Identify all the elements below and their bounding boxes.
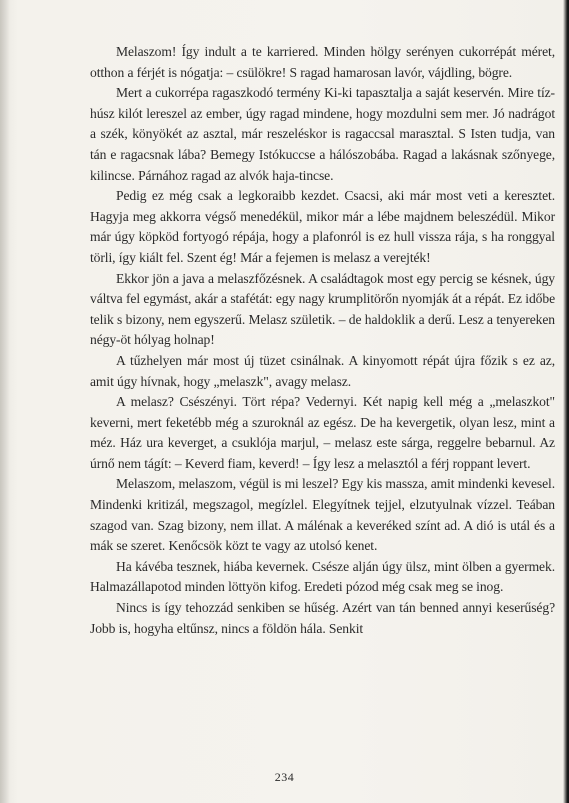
paragraph: A melasz? Csészényi. Tört répa? Vedernyi. Két napig kell még a „melaszkot" keverni, mert feketébb még a szuroknál az egész. De ha kevergetik, olyan lesz, mint a méz. Ház ura keverget, a csuklója marjul, – melasz este sárga, reggelre bebarnul. Az úrnő nem tágít: – Keverd fiam, keverd! – Így lesz a melasztól a férj roppant levert. [90, 394, 555, 471]
paragraph: Mert a cukorrépa ragaszkodó termény Ki-ki tapasztalja a saját keservén. Mire tíz-húsz kilót lereszel az ember, úgy ragad mindene, hogy mozdulni sem mer. Jó nadrágot a szék, könyökét az asztal, már reszeléskor is ragaccsal marasztal. S Isten tudja, van tán e ragacsnak lába? Bemegy Istókuccse a hálószobába. Ragad a lakásnak szőnyege, kilincse. Párnához ragad az alvók haja-tincse. [90, 85, 555, 183]
paragraph: Nincs is így tehozzád senkiben se hűség. Azért van tán benned annyi keserűség? Jobb is, hogyha eltűnsz, nincs a földön hála. Senkit [90, 600, 555, 636]
body-text [90, 42, 555, 639]
page-number: 234 [274, 770, 295, 784]
paragraph: Melaszom! Így indult a te karriered. Minden hölgy serényen cukorrépát méret, otthon a férjét is nógatja: – csülökre! S ragad hamarosan lavór, vájdling, bögre. [90, 44, 555, 80]
page-edge-shadow [563, 0, 569, 803]
paragraph: Ekkor jön a java a melaszfőzésnek. A családtagok most egy percig se késnek, úgy váltva fel egymást, akár a stafétát: egy nagy krumplitörőn nyomják át a répát. Ez időbe telik s bizony, nem egyszerű. Melasz születik. – de haldoklik a derű. Lesz a tenyereken négy-öt hólyag holnap! [90, 270, 555, 348]
spine-shadow [0, 0, 10, 803]
paragraph: A tűzhelyen már most új tüzet csinálnak. A kinyomott répát újra főzik s ez az, amit úgy hívnak, hogy „melaszk", avagy melasz. [90, 352, 555, 389]
paragraph: Ha kávéba tesznek, hiába kevernek. Csésze alján úgy ülsz, mint ölben a gyermek. Halmazállapotod minden löttyön kifog. Eredeti pózod még csak meg se inog. [90, 558, 555, 595]
paragraph: Melaszom, melaszom, végül is mi leszel? Egy kis massza, amit mindenki kevesel. Mindenki kritizál, megszagol, megízlel. Elegyítnek tejjel, elzutyulnak vízzel. Teában szagod van. Szag bizony, nem illat. A málénak a keveréked színt ad. A dió is utál és a mák se szeret. Kenőcsök közt te vagy az utolsó kenet. [90, 476, 555, 554]
paragraph: Pedig ez még csak a legkoraibb kezdet. Csacsi, aki már most veti a keresztet. Hagyja meg akkorra végső menedékül, mikor már a lébe majdnem beleszédül. Mikor már úgy köpköd fortyogó répája, hogy a plafonról is ez hull vissza rája, s ha ronggyal törli, így kiált fel. Szent ég! Már a fejemen is melasz a verejték! [90, 188, 555, 265]
